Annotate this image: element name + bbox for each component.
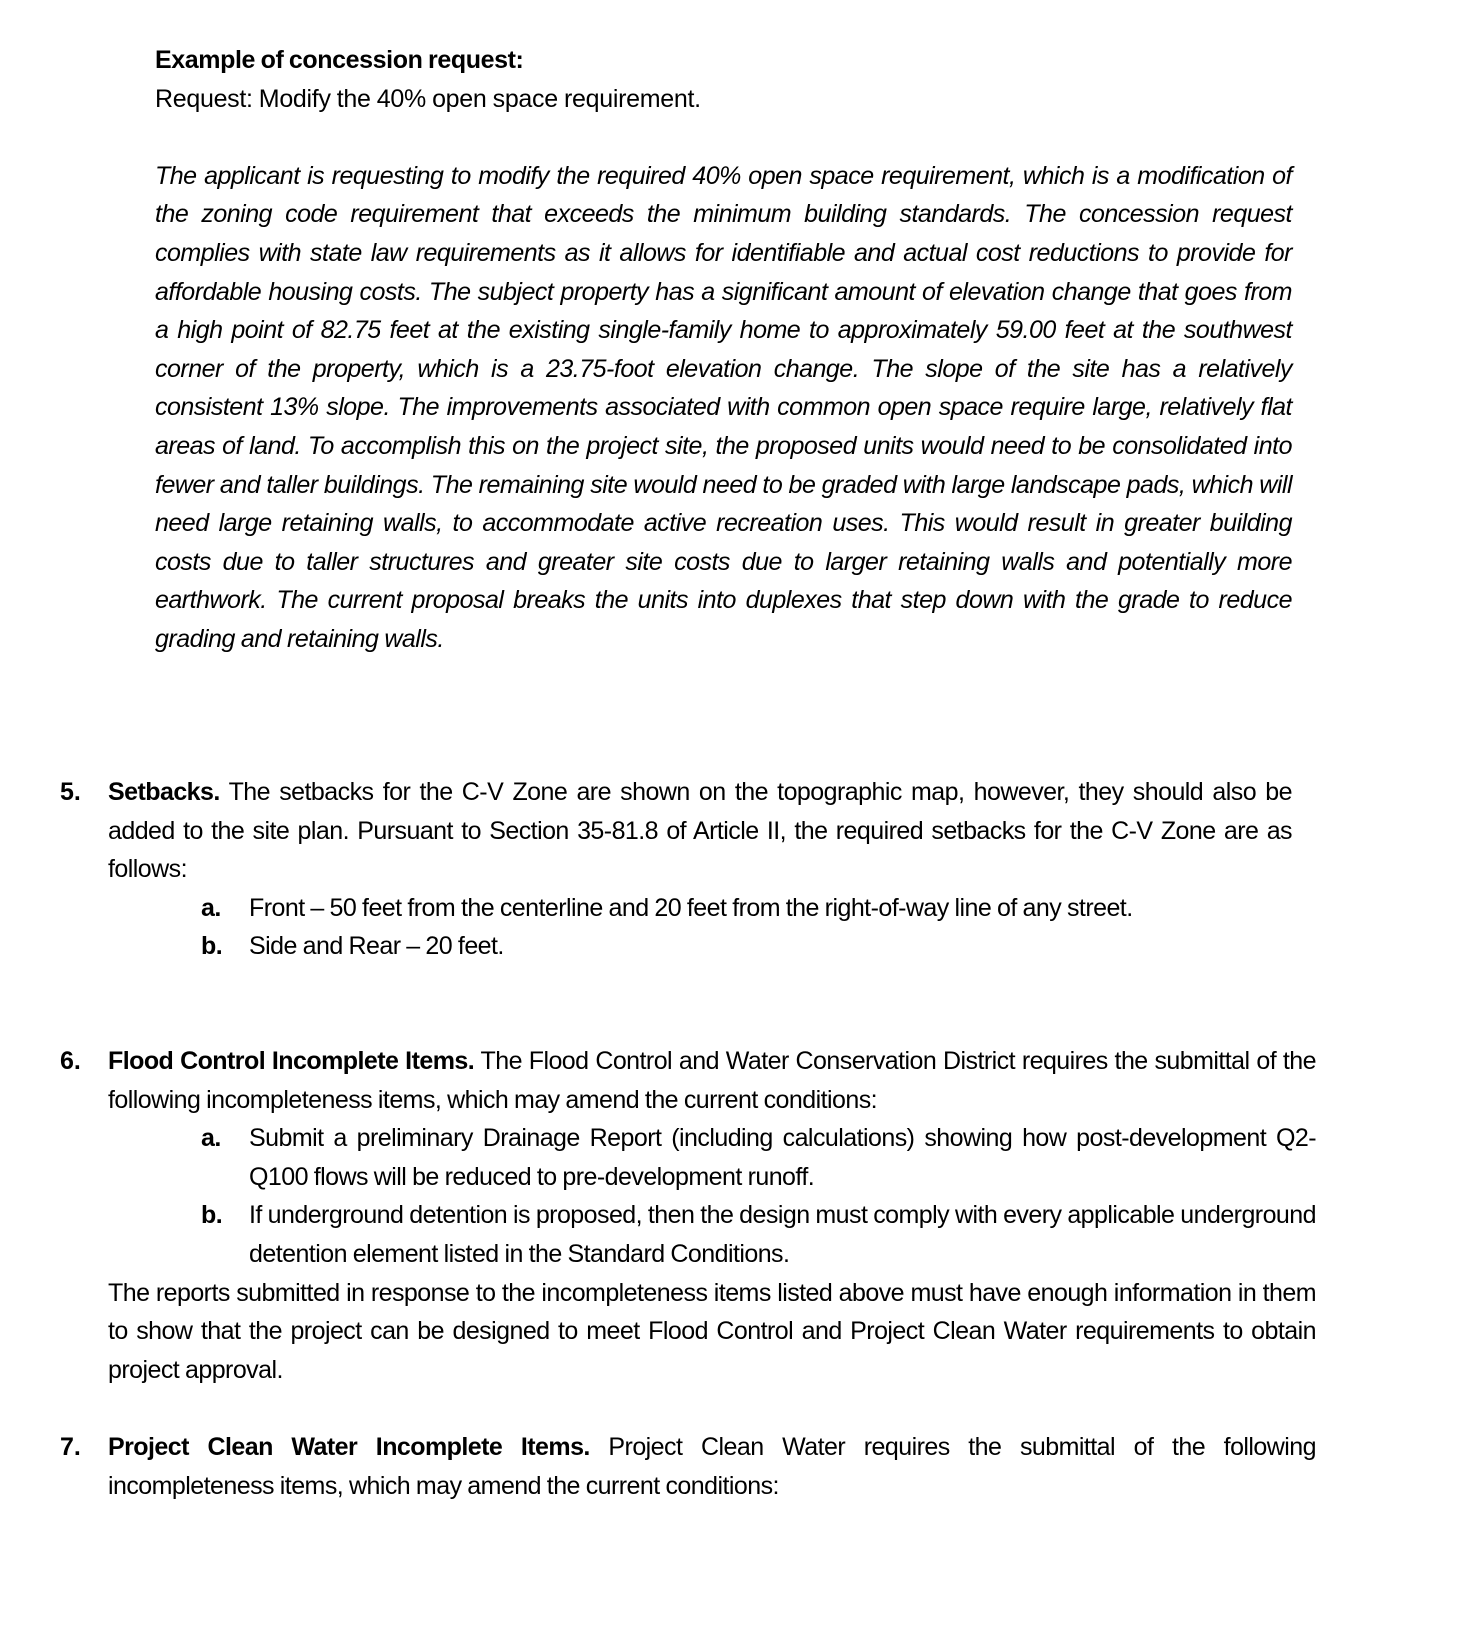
concession-request-line: Request: Modify the 40% open space requirement. <box>155 84 701 113</box>
list-item-title: Setbacks. <box>108 778 220 806</box>
list-item-text: Project Clean Water requires the submittal of the following incompleteness items, which may amend the current conditions: <box>108 1433 1316 1500</box>
flood-control-sublist <box>201 1119 1316 1273</box>
list-item-title: Flood Control Incomplete Items. <box>108 1047 475 1075</box>
concession-example-block <box>155 41 1292 659</box>
list-item-setbacks <box>60 773 1292 966</box>
flood-control-footer-paragraph: The reports submitted in response to the incompleteness items listed above must have enough information in them to show that the project can be designed to meet Flood Control and Project Clean Water requirements to obtain project approval. <box>108 1278 1316 1384</box>
list-item-body <box>108 1428 1316 1505</box>
list-item-text: The Flood Control and Water Conservation District requires the submittal of the following incompleteness items, which may amend the current conditions: <box>108 1047 1316 1114</box>
concession-justification-paragraph: The applicant is requesting to modify the required 40% open space requirement, which is a modification of the zoning code requirement that exceeds the minimum building standards. The concession request complies with state law requirements as it allows for identifiable and actual cost reductions to provide for affordable housing costs. The subject property has a significant amount of elevation change that goes from a high point of 82.75 feet at the existing single-family home to approximately 59.00 feet at the southwest corner of the property, which is a 23.75-foot elevation change. The slope of the site has a relatively consistent 13% slope. The improvements associated with common open space require large, relatively flat areas of land. To accomplish this on the project site, the proposed units would need to be consolidated into fewer and taller buildings. The remaining site would need to be graded with large landscape pads, which will need large retaining walls, to accommodate active recreation uses. This would result in greater building costs due to taller structures and greater site costs due to larger retaining walls and potentially more earthwork. The current proposal breaks the units into duplexes that step down with the grade to reduce grading and retaining walls. <box>155 161 1292 653</box>
list-item-flood-control <box>60 1042 1316 1389</box>
list-item-title: Project Clean Water Incomplete Items. <box>108 1433 590 1461</box>
list-item-number: 5. <box>60 778 81 806</box>
sublist-item-text: Side and Rear – 20 feet. <box>249 932 504 961</box>
sublist-item-text: If underground detention is proposed, then the design must comply with every applicable underground detention element listed in the Standard Conditions. <box>249 1201 1316 1268</box>
sublist-item-letter: b. <box>201 1201 223 1230</box>
list-item-project-clean-water <box>60 1428 1316 1505</box>
sublist-item-letter: a. <box>201 1124 221 1153</box>
list-item-number: 6. <box>60 1047 81 1075</box>
list-item-text: The setbacks for the C-V Zone are shown on the topographic map, however, they should also be added to the site plan. Pursuant to Section 35-81.8 of Article II, the required setbacks for the C-V Zone are as follows: <box>108 778 1292 884</box>
sublist-item-drainage-report <box>201 1119 1316 1196</box>
sublist-item-text: Submit a preliminary Drainage Report (including calculations) showing how post-development Q2-Q100 flows will be reduced to pre-development runoff. <box>249 1124 1316 1191</box>
sublist-item-letter: b. <box>201 932 223 961</box>
setbacks-sublist <box>201 889 1292 966</box>
sublist-item-letter: a. <box>201 893 221 922</box>
list-item-body <box>108 1042 1316 1119</box>
list-item-body <box>108 773 1292 889</box>
sublist-item-side-rear <box>201 927 1292 966</box>
sublist-item-underground-detention <box>201 1196 1316 1273</box>
sublist-item-text: Front – 50 feet from the centerline and 20 feet from the right-of-way line of any street. <box>249 893 1133 922</box>
list-item-number: 7. <box>60 1433 81 1461</box>
concession-example-heading: Example of concession request: <box>155 46 524 74</box>
sublist-item-front <box>201 889 1292 928</box>
